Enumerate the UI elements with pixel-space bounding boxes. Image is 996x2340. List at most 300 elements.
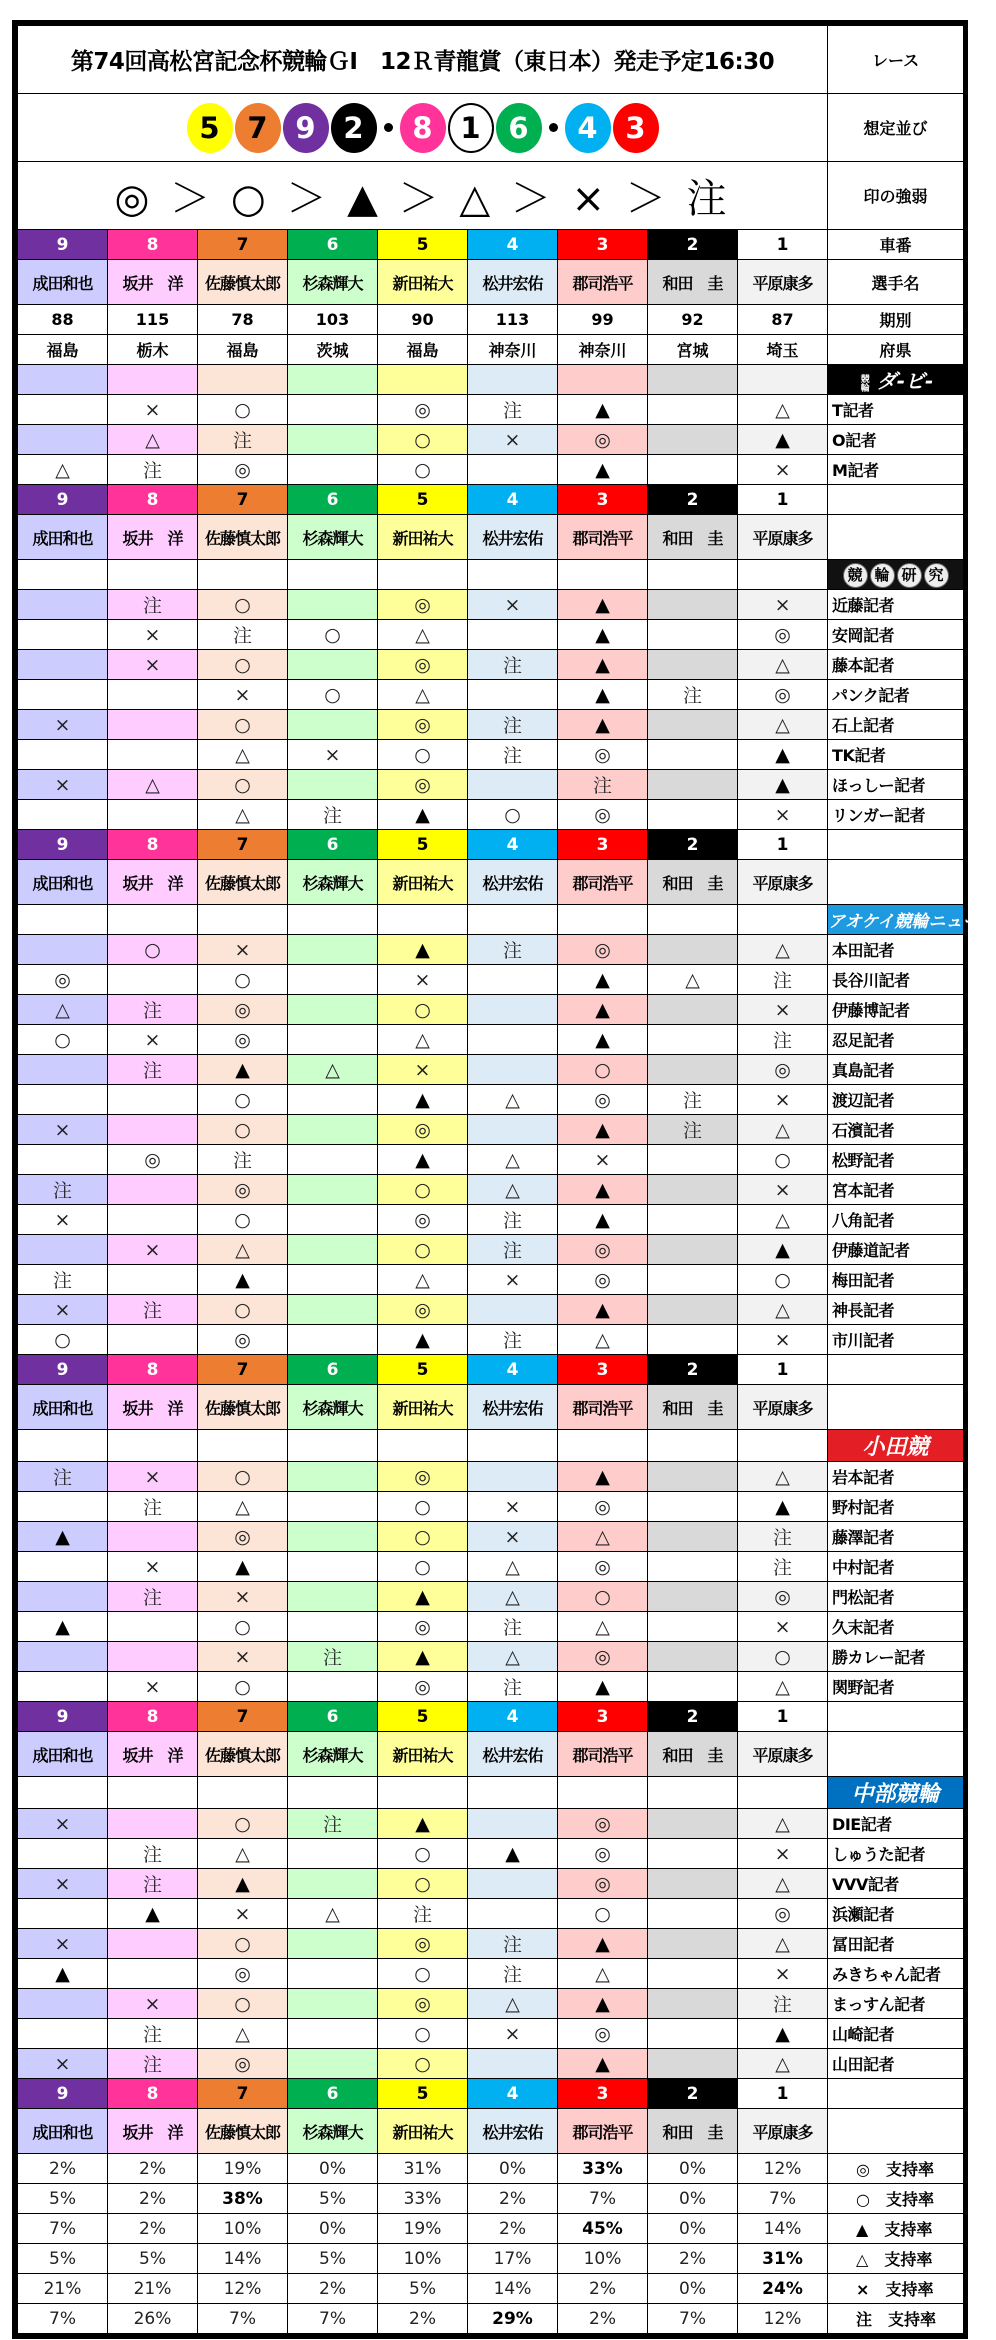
prediction-mark: 注 <box>468 1929 558 1959</box>
reporter-row <box>18 1115 964 1145</box>
lineup-car-2: 2 <box>331 103 377 153</box>
car-number-row <box>18 1702 964 1732</box>
prediction-mark: ▲ <box>738 770 828 800</box>
prediction-mark: ◎ <box>558 1809 648 1839</box>
prediction-mark <box>288 1085 378 1115</box>
prediction-mark: ○ <box>378 1175 468 1205</box>
prediction-mark: ◎ <box>378 1295 468 1325</box>
prediction-mark: ○ <box>198 590 288 620</box>
reporter-name: 勝カレー記者 <box>828 1642 964 1672</box>
car-number: 1 <box>738 2079 828 2109</box>
prediction-mark <box>648 1025 738 1055</box>
lineup-car-1: 1 <box>448 103 494 153</box>
race-title: 第74回高松宮記念杯競輪ＧⅠ 12Ｒ青龍賞（東日本）発走予定16:30 <box>18 26 828 94</box>
empty-cell <box>648 365 738 395</box>
prediction-mark: △ <box>198 740 288 770</box>
racer-name: 平原康多 <box>738 260 828 305</box>
reporter-row <box>18 680 964 710</box>
newspaper-header-row <box>18 365 964 395</box>
empty-cell <box>378 1777 468 1809</box>
prediction-mark: ▲ <box>558 650 648 680</box>
support-rate: 7% <box>18 2304 108 2334</box>
prediction-mark: ○ <box>378 1492 468 1522</box>
racer-name-row <box>18 860 964 905</box>
prediction-mark: ○ <box>558 1055 648 1085</box>
prediction-mark: △ <box>288 1055 378 1085</box>
support-rate: 7% <box>648 2304 738 2334</box>
empty-cell <box>108 905 198 935</box>
prediction-mark <box>18 1085 108 1115</box>
prediction-mark: 注 <box>198 1145 288 1175</box>
racer-name: 成田和也 <box>18 1732 108 1777</box>
prediction-mark <box>648 2019 738 2049</box>
empty-cell <box>558 1430 648 1462</box>
racer-name-row <box>18 2109 964 2154</box>
racer-name: 杉森輝大 <box>288 860 378 905</box>
prediction-mark: ○ <box>198 650 288 680</box>
prediction-mark <box>288 395 378 425</box>
prediction-mark <box>288 1552 378 1582</box>
reporter-row <box>18 935 964 965</box>
prediction-mark: △ <box>468 1145 558 1175</box>
car-number-row <box>18 230 964 260</box>
prediction-mark <box>288 1492 378 1522</box>
racer-name: 和田 圭 <box>648 515 738 560</box>
prediction-mark <box>648 650 738 680</box>
prediction-mark <box>18 1989 108 2019</box>
reporter-row <box>18 710 964 740</box>
racer-name: 佐藤慎太郎 <box>198 515 288 560</box>
support-rate: 14% <box>738 2214 828 2244</box>
prediction-mark: ○ <box>198 1115 288 1145</box>
prediction-mark <box>468 1055 558 1085</box>
prediction-mark <box>648 1462 738 1492</box>
reporter-row <box>18 1929 964 1959</box>
prediction-mark: ○ <box>468 800 558 830</box>
lineup-car-8: 8 <box>400 103 446 153</box>
prediction-mark: △ <box>378 680 468 710</box>
racer-name: 新田祐大 <box>378 2109 468 2154</box>
car-number-row <box>18 830 964 860</box>
term: 92 <box>648 305 738 335</box>
reporter-name: T記者 <box>828 395 964 425</box>
support-rate-row <box>18 2154 964 2184</box>
prediction-mark: × <box>108 1462 198 1492</box>
support-rate-row <box>18 2184 964 2214</box>
prediction-mark <box>288 1145 378 1175</box>
car-number: 7 <box>198 485 288 515</box>
prediction-mark: ◎ <box>558 2019 648 2049</box>
prediction-mark <box>648 2049 738 2079</box>
lineup-car-3: 3 <box>613 103 659 153</box>
prediction-mark <box>648 1989 738 2019</box>
prediction-mark: ○ <box>108 935 198 965</box>
prediction-mark: 注 <box>738 1989 828 2019</box>
prediction-mark: ◎ <box>558 1085 648 1115</box>
reporter-row <box>18 650 964 680</box>
prediction-mark <box>648 1899 738 1929</box>
prediction-mark: ◎ <box>198 2049 288 2079</box>
support-rate: 7% <box>288 2304 378 2334</box>
prediction-mark: ◎ <box>108 1145 198 1175</box>
prediction-mark: × <box>108 1235 198 1265</box>
reporter-row <box>18 1612 964 1642</box>
prediction-mark <box>468 455 558 485</box>
prediction-mark: ○ <box>18 1325 108 1355</box>
prediction-mark: ▲ <box>18 1522 108 1552</box>
car-number: 4 <box>468 2079 558 2109</box>
prediction-mark: ◎ <box>198 455 288 485</box>
support-rate: 0% <box>468 2154 558 2184</box>
prediction-mark: ▲ <box>558 1025 648 1055</box>
reporter-name: 近藤記者 <box>828 590 964 620</box>
support-rate: 19% <box>198 2154 288 2184</box>
prediction-mark <box>648 995 738 1025</box>
empty-cell <box>648 560 738 590</box>
racer-name: 坂井 洋 <box>108 1385 198 1430</box>
reporter-name: 門松記者 <box>828 1582 964 1612</box>
prediction-mark <box>108 965 198 995</box>
reporter-row <box>18 1175 964 1205</box>
prediction-mark: ▲ <box>558 590 648 620</box>
reporter-row <box>18 1582 964 1612</box>
prediction-mark: ▲ <box>558 1929 648 1959</box>
racer-name-label: 選手名 <box>828 260 964 305</box>
empty-cell <box>648 1777 738 1809</box>
reporter-name: 市川記者 <box>828 1325 964 1355</box>
lineup-car-6: 6 <box>496 103 542 153</box>
prediction-mark: × <box>18 1809 108 1839</box>
support-rate: 7% <box>738 2184 828 2214</box>
reporter-name: 本田記者 <box>828 935 964 965</box>
reporter-row <box>18 1025 964 1055</box>
support-rate: 21% <box>18 2274 108 2304</box>
reporter-row <box>18 740 964 770</box>
reporter-name: リンガー記者 <box>828 800 964 830</box>
empty-cell <box>468 905 558 935</box>
prediction-mark: 注 <box>108 1295 198 1325</box>
reporter-name: 関野記者 <box>828 1672 964 1702</box>
prediction-mark: ○ <box>18 1025 108 1055</box>
empty-cell <box>738 365 828 395</box>
prediction-mark <box>648 455 738 485</box>
prediction-mark: ▲ <box>558 680 648 710</box>
prediction-mark <box>648 800 738 830</box>
reporter-row <box>18 2049 964 2079</box>
lineup-separator-dot <box>384 123 393 132</box>
car-number: 2 <box>648 830 738 860</box>
prediction-mark: 注 <box>18 1265 108 1295</box>
prediction-mark: 注 <box>198 425 288 455</box>
empty-cell <box>828 485 964 515</box>
prediction-mark <box>288 1295 378 1325</box>
prediction-mark <box>288 1612 378 1642</box>
prediction-mark: × <box>18 1929 108 1959</box>
reporter-name: 伊藤道記者 <box>828 1235 964 1265</box>
support-rate: 17% <box>468 2244 558 2274</box>
empty-cell <box>18 560 108 590</box>
support-rate: 2% <box>468 2214 558 2244</box>
prediction-mark: ▲ <box>378 1642 468 1672</box>
empty-cell <box>198 560 288 590</box>
lineup-car-5: 5 <box>187 103 233 153</box>
racer-name: 杉森輝大 <box>288 515 378 560</box>
racer-name: 松井宏佑 <box>468 515 558 560</box>
reporter-name: 山崎記者 <box>828 2019 964 2049</box>
prediction-mark: △ <box>468 1582 558 1612</box>
prediction-mark <box>18 1055 108 1085</box>
prediction-mark: 注 <box>288 1809 378 1839</box>
prediction-mark: △ <box>738 1462 828 1492</box>
reporter-row <box>18 1552 964 1582</box>
prediction-mark: × <box>468 1522 558 1552</box>
car-number: 5 <box>378 1702 468 1732</box>
reporter-name: 山田記者 <box>828 2049 964 2079</box>
prediction-mark <box>468 1869 558 1899</box>
prediction-mark <box>648 1672 738 1702</box>
racer-name: 松井宏佑 <box>468 260 558 305</box>
prediction-mark: ▲ <box>198 1869 288 1899</box>
prediction-mark: ○ <box>378 455 468 485</box>
support-rate: 0% <box>648 2154 738 2184</box>
prediction-mark: ○ <box>558 1582 648 1612</box>
prediction-mark: ▲ <box>558 620 648 650</box>
empty-cell <box>288 1430 378 1462</box>
support-rate: 2% <box>108 2214 198 2244</box>
prediction-mark <box>648 1325 738 1355</box>
support-rate-label: × 支持率 <box>828 2274 964 2304</box>
support-rate: 2% <box>18 2154 108 2184</box>
car-number: 2 <box>648 230 738 260</box>
prediction-mark <box>18 1899 108 1929</box>
prediction-mark: 注 <box>468 395 558 425</box>
prediction-mark: ◎ <box>558 740 648 770</box>
prediction-mark <box>288 1175 378 1205</box>
prediction-mark: ▲ <box>198 1552 288 1582</box>
prediction-mark <box>18 800 108 830</box>
car-number: 3 <box>558 830 648 860</box>
prefecture: 福島 <box>198 335 288 365</box>
reporter-row <box>18 965 964 995</box>
reporter-row <box>18 800 964 830</box>
prediction-mark <box>108 800 198 830</box>
prediction-mark <box>18 1642 108 1672</box>
prediction-mark: ▲ <box>558 1115 648 1145</box>
prediction-mark <box>18 1492 108 1522</box>
prediction-mark: 注 <box>648 1085 738 1115</box>
prediction-mark: 注 <box>108 2049 198 2079</box>
prefecture: 栃木 <box>108 335 198 365</box>
prediction-mark: ○ <box>558 1899 648 1929</box>
racer-name: 杉森輝大 <box>288 260 378 305</box>
prediction-mark: ▲ <box>738 1235 828 1265</box>
prediction-mark <box>108 710 198 740</box>
car-number: 4 <box>468 485 558 515</box>
reporter-name: パンク記者 <box>828 680 964 710</box>
support-rate-row <box>18 2244 964 2274</box>
reporter-row <box>18 1899 964 1929</box>
reporter-row <box>18 1642 964 1672</box>
empty-cell <box>18 1430 108 1462</box>
reporter-row <box>18 1522 964 1552</box>
race-label: レース <box>828 26 964 94</box>
prefecture: 神奈川 <box>468 335 558 365</box>
support-rate: 12% <box>738 2304 828 2334</box>
car-number: 2 <box>648 2079 738 2109</box>
prediction-mark <box>108 1175 198 1205</box>
prediction-mark <box>288 455 378 485</box>
prefecture: 福島 <box>18 335 108 365</box>
racer-name: 和田 圭 <box>648 2109 738 2154</box>
racer-name: 平原康多 <box>738 1385 828 1430</box>
prediction-mark: ▲ <box>378 1085 468 1115</box>
prediction-mark <box>648 620 738 650</box>
prediction-mark <box>288 650 378 680</box>
prediction-mark <box>18 590 108 620</box>
reporter-name: 藤澤記者 <box>828 1522 964 1552</box>
prediction-mark: ◎ <box>198 1175 288 1205</box>
prediction-mark <box>288 1265 378 1295</box>
reporter-name: しゅうた記者 <box>828 1839 964 1869</box>
empty-cell <box>648 905 738 935</box>
car-number: 1 <box>738 1702 828 1732</box>
prediction-mark: ◎ <box>558 935 648 965</box>
car-number: 1 <box>738 485 828 515</box>
reporter-name: 冨田記者 <box>828 1929 964 1959</box>
term-row <box>18 305 964 335</box>
prediction-mark: △ <box>18 455 108 485</box>
prediction-mark: △ <box>738 650 828 680</box>
prediction-mark: ○ <box>198 1672 288 1702</box>
car-number: 9 <box>18 2079 108 2109</box>
prediction-mark <box>468 620 558 650</box>
racer-name: 和田 圭 <box>648 1732 738 1777</box>
prediction-mark <box>108 1959 198 1989</box>
prediction-mark: × <box>18 1115 108 1145</box>
support-rate: 29% <box>468 2304 558 2334</box>
car-number: 9 <box>18 485 108 515</box>
prediction-mark: △ <box>738 1115 828 1145</box>
prediction-mark: 注 <box>288 1642 378 1672</box>
empty-cell <box>378 560 468 590</box>
racer-name: 成田和也 <box>18 860 108 905</box>
prediction-mark <box>18 1672 108 1702</box>
support-rate: 2% <box>468 2184 558 2214</box>
prediction-mark: ◎ <box>558 1642 648 1672</box>
prediction-mark: ○ <box>378 425 468 455</box>
prediction-mark: 注 <box>108 1839 198 1869</box>
prediction-mark: ○ <box>378 1959 468 1989</box>
prediction-mark: ◎ <box>738 1899 828 1929</box>
support-rate-label: ▲ 支持率 <box>828 2214 964 2244</box>
support-rate: 5% <box>378 2274 468 2304</box>
reporter-row <box>18 1325 964 1355</box>
empty-cell <box>828 2079 964 2109</box>
prediction-mark <box>648 1055 738 1085</box>
prediction-mark: 注 <box>648 1115 738 1145</box>
racer-name: 佐藤慎太郎 <box>198 1732 288 1777</box>
prediction-mark: 注 <box>108 590 198 620</box>
prediction-mark: × <box>468 590 558 620</box>
prediction-mark: ▲ <box>558 995 648 1025</box>
prediction-mark: 注 <box>468 1612 558 1642</box>
racer-name: 新田祐大 <box>378 1385 468 1430</box>
prediction-mark: ○ <box>378 1552 468 1582</box>
reporter-name: 宮本記者 <box>828 1175 964 1205</box>
prediction-mark: × <box>468 1265 558 1295</box>
prediction-mark: × <box>108 620 198 650</box>
prediction-mark: ○ <box>198 1295 288 1325</box>
term: 88 <box>18 305 108 335</box>
support-rate-label: 注 支持率 <box>828 2304 964 2334</box>
reporter-row <box>18 425 964 455</box>
racer-name: 和田 圭 <box>648 1385 738 1430</box>
prediction-mark: ▲ <box>738 1492 828 1522</box>
prediction-mark: ▲ <box>108 1899 198 1929</box>
prediction-mark: △ <box>288 1899 378 1929</box>
car-number-label: 車番 <box>828 230 964 260</box>
reporter-row <box>18 1145 964 1175</box>
prediction-mark: ○ <box>288 620 378 650</box>
support-rate: 14% <box>198 2244 288 2274</box>
prediction-mark: ▲ <box>558 1175 648 1205</box>
prediction-mark: × <box>108 1025 198 1055</box>
reporter-name: 忍足記者 <box>828 1025 964 1055</box>
empty-cell <box>468 560 558 590</box>
racer-name: 成田和也 <box>18 1385 108 1430</box>
prediction-mark: △ <box>198 1492 288 1522</box>
reporter-name: 梅田記者 <box>828 1265 964 1295</box>
prediction-mark: ◎ <box>378 590 468 620</box>
prediction-mark: ◎ <box>378 650 468 680</box>
empty-cell <box>648 1430 738 1462</box>
prediction-mark: × <box>18 1205 108 1235</box>
racer-name: 佐藤慎太郎 <box>198 260 288 305</box>
prediction-mark: ○ <box>198 1085 288 1115</box>
reporter-name: まっすん記者 <box>828 1989 964 2019</box>
reporter-name: 野村記者 <box>828 1492 964 1522</box>
prediction-mark: △ <box>108 770 198 800</box>
expected-lineup <box>18 94 828 162</box>
prediction-mark <box>468 965 558 995</box>
prefecture-row <box>18 335 964 365</box>
prediction-mark <box>108 1522 198 1552</box>
prediction-mark <box>108 1115 198 1145</box>
support-rate: 12% <box>738 2154 828 2184</box>
car-number: 5 <box>378 1355 468 1385</box>
prediction-mark: 注 <box>18 1175 108 1205</box>
car-number: 7 <box>198 1702 288 1732</box>
prediction-mark: ◎ <box>378 1462 468 1492</box>
racer-name: 新田祐大 <box>378 860 468 905</box>
car-number: 4 <box>468 830 558 860</box>
car-number-row <box>18 485 964 515</box>
support-rate: 10% <box>558 2244 648 2274</box>
term: 113 <box>468 305 558 335</box>
car-number: 9 <box>18 1355 108 1385</box>
car-number: 2 <box>648 485 738 515</box>
empty-cell <box>828 1732 964 1777</box>
reporter-row <box>18 1265 964 1295</box>
car-number: 2 <box>648 1702 738 1732</box>
prediction-mark: ◎ <box>378 770 468 800</box>
prediction-mark <box>108 1205 198 1235</box>
prefecture: 埼玉 <box>738 335 828 365</box>
car-number: 3 <box>558 2079 648 2109</box>
prediction-mark: ◎ <box>558 1869 648 1899</box>
prediction-mark: 注 <box>558 770 648 800</box>
reporter-name: 渡辺記者 <box>828 1085 964 1115</box>
